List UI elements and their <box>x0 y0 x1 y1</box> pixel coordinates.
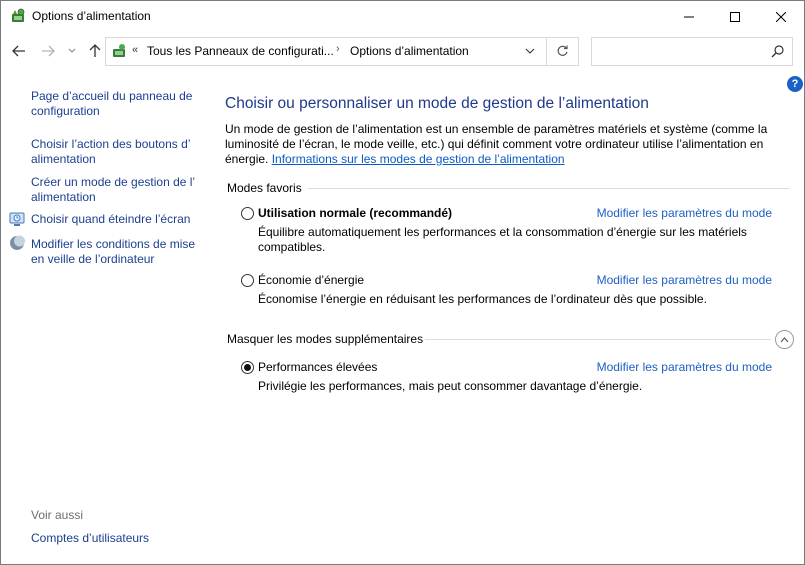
address-dropdown-button[interactable] <box>522 44 538 58</box>
control-panel-icon <box>111 43 127 59</box>
arrow-up-icon <box>89 44 101 58</box>
plans-info-link[interactable]: Informations sur les modes de gestion de l’alimentation <box>271 152 565 166</box>
plan-high-performance-radio[interactable] <box>241 361 254 374</box>
chevron-down-icon <box>525 48 535 54</box>
plan-balanced-radio[interactable] <box>241 207 254 220</box>
search-input[interactable] <box>591 37 793 66</box>
arrow-right-icon <box>41 45 55 57</box>
maximize-button[interactable] <box>712 1 758 32</box>
up-button[interactable] <box>86 42 104 60</box>
sidebar-link-control-panel-home[interactable]: Page d’accueil du panneau de configuration <box>31 89 193 118</box>
breadcrumb-overflow[interactable]: « <box>132 44 139 56</box>
back-button[interactable] <box>10 42 28 60</box>
plan-balanced-description: Équilibre automatiquement les performances et la consommation d’énergie sur les matériels compatibles. <box>258 225 747 254</box>
plan-high-performance-description: Privilégie les performances, mais peut consommer davantage d’énergie. <box>258 379 643 393</box>
plan-balanced-edit-link[interactable]: Modifier les paramètres du mode <box>596 206 772 220</box>
chevron-down-icon <box>68 48 76 54</box>
plan-power-saver-radio[interactable] <box>241 274 254 287</box>
address-bar[interactable] <box>105 37 547 66</box>
minimize-button[interactable] <box>666 1 712 32</box>
refresh-button[interactable] <box>546 37 579 66</box>
sidebar-link-create-plan[interactable]: Créer un mode de gestion de l’ alimentation <box>31 175 195 204</box>
minimize-icon <box>684 12 694 22</box>
sidebar-link-sleep-settings[interactable]: Modifier les conditions de mise en veille de l’ordinateur <box>31 237 196 266</box>
see-also-heading: Voir aussi <box>31 508 84 522</box>
search-icon[interactable] <box>771 44 785 58</box>
sidebar-link-user-accounts[interactable]: Comptes d’utilisateurs <box>31 531 150 545</box>
intro-paragraph: Un mode de gestion de l’alimentation est un ensemble de paramètres matériels et système (comme la luminosité de l’écran, le mode veille, etc.) qui définit comment votre ordinateur utilise l’alimentation en énergie. <box>225 122 768 166</box>
page-title: Choisir ou personnaliser un mode de gestion de l’alimentation <box>225 95 649 112</box>
extra-plans-divider <box>425 339 771 340</box>
collapse-extra-plans-button[interactable] <box>775 330 794 349</box>
help-icon[interactable]: ? <box>787 76 803 92</box>
plan-balanced-name[interactable]: Utilisation normale (recommandé) <box>258 206 453 220</box>
breadcrumb-all-control-panel[interactable]: Tous les Panneaux de configurati... <box>147 44 334 58</box>
chevron-up-icon <box>780 337 789 343</box>
maximize-icon <box>730 12 740 22</box>
plan-power-saver-edit-link[interactable]: Modifier les paramètres du mode <box>596 273 772 287</box>
intro-text <box>225 122 790 167</box>
power-options-icon <box>10 8 26 24</box>
title-bar[interactable] <box>1 1 804 32</box>
sleep-moon-icon <box>9 235 25 251</box>
close-button[interactable] <box>758 1 804 32</box>
refresh-icon <box>556 45 569 58</box>
display-timer-icon <box>9 211 25 227</box>
sidebar-link-power-buttons[interactable]: Choisir l’action des boutons d’ alimentation <box>31 137 190 166</box>
sidebar-link-turn-off-display[interactable]: Choisir quand éteindre l’écran <box>31 212 191 226</box>
favorites-divider <box>308 188 790 189</box>
breadcrumb-power-options[interactable]: Options d’alimentation <box>350 44 469 58</box>
plan-high-performance-name[interactable]: Performances élevées <box>258 360 378 374</box>
breadcrumb-separator[interactable]: › <box>336 43 340 55</box>
plan-high-performance-edit-link[interactable]: Modifier les paramètres du mode <box>596 360 772 374</box>
navigation-bar <box>1 34 804 68</box>
recent-locations-button[interactable] <box>63 42 81 60</box>
arrow-left-icon <box>12 45 26 57</box>
window-title: Options d’alimentation <box>32 9 151 23</box>
plan-power-saver-description: Économise l’énergie en réduisant les performances de l’ordinateur dès que possible. <box>258 292 707 306</box>
extra-plans-heading[interactable]: Masquer les modes supplémentaires <box>227 332 424 346</box>
close-icon <box>776 12 786 22</box>
forward-button[interactable] <box>39 42 57 60</box>
favorites-heading: Modes favoris <box>227 181 302 195</box>
plan-power-saver-name[interactable]: Économie d’énergie <box>258 273 365 287</box>
